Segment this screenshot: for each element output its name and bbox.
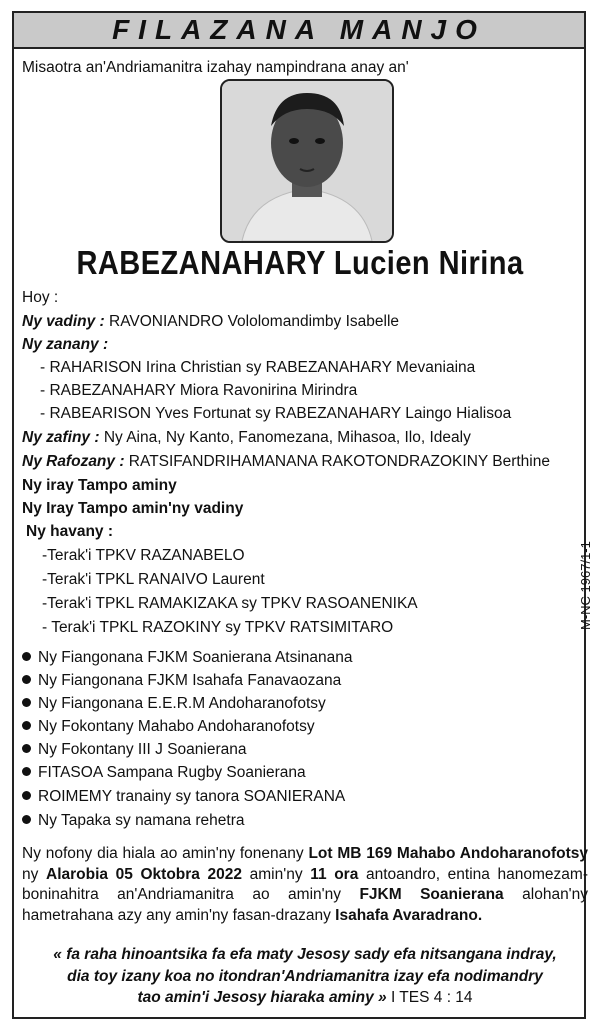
grandchildren-value: Ny Aina, Ny Kanto, Fanomezana, Mihasoa, Ilo, Idealy bbox=[99, 429, 471, 446]
address: Lot MB 169 Mahabo Andoharanofotsy bbox=[308, 845, 588, 862]
portrait-photo bbox=[220, 79, 394, 243]
child-item: - RAHARISON Irina Christian sy RABEZANAHARY Mevaniaina bbox=[40, 359, 476, 376]
deceased-name: RABEZANAHARY Lucien Nirina bbox=[76, 244, 524, 281]
notice-header bbox=[12, 11, 586, 49]
organization-item: Ny Fokontany Mahabo Andoharanofotsy bbox=[22, 717, 315, 737]
relatives-label: Ny havany : bbox=[26, 523, 114, 540]
quote-line-2: dia toy izany koa no itondran'Andriamanitra izay efa nodimandry bbox=[67, 967, 543, 985]
organization-item: Ny Tapaka sy namana rehetra bbox=[22, 811, 245, 831]
quote-reference: I TES 4 : 14 bbox=[386, 989, 473, 1006]
relative-item: -Terak'i TPKL RANAIVO Laurent bbox=[42, 571, 265, 588]
header-title: FILAZANA MANJO bbox=[112, 14, 486, 45]
child-item: - RABEZANAHARY Miora Ravonirina Mirindra bbox=[40, 382, 358, 399]
child-item: - RABEARISON Yves Fortunat sy RABEZANAHARY Laingo Hialisoa bbox=[40, 405, 512, 422]
spouse-value: RAVONIANDRO Vololomandimby Isabelle bbox=[104, 313, 400, 330]
announcement-text: ny bbox=[22, 865, 46, 883]
funeral-announcement bbox=[22, 844, 588, 926]
organization-item: Ny Fiangonana FJKM Soanierana Atsinanana bbox=[22, 648, 353, 668]
relative-item: -Terak'i TPKV RAZANABELO bbox=[42, 547, 245, 564]
church-name: FJKM Soanierana bbox=[359, 886, 504, 903]
announcement-text: Ny nofony dia hiala ao amin'ny fonenany bbox=[22, 845, 309, 862]
siblings-line: Ny iray Tampo aminy bbox=[22, 477, 177, 494]
ad-code: M-NC 1967/1-1 bbox=[578, 541, 593, 630]
portrait-image bbox=[222, 81, 392, 241]
children-label: Ny zanany : bbox=[22, 336, 109, 353]
organization-item: Ny Fiangonana FJKM Isahafa Fanavaozana bbox=[22, 671, 341, 691]
intro-text: Misaotra an'Andriamanitra izahay nampindrana anay an' bbox=[22, 59, 409, 76]
spouse-siblings-line: Ny Iray Tampo amin'ny vadiny bbox=[22, 500, 244, 517]
grandchildren-label: Ny zafiny : bbox=[22, 429, 100, 446]
bible-quote bbox=[22, 944, 588, 1009]
organization-item: Ny Fokontany III J Soanierana bbox=[22, 740, 247, 760]
organization-item: FITASOA Sampana Rugby Soanierana bbox=[22, 763, 306, 783]
funeral-date: Alarobia 05 Oktobra 2022 bbox=[46, 865, 243, 883]
grandchildren-line bbox=[22, 428, 471, 448]
quote-line-1: « fa raha hinoantsika fa efa maty Jesosy sady efa nitsangana indray, bbox=[53, 946, 557, 963]
burial-place: Isahafa Avaradrano. bbox=[335, 906, 483, 924]
spouse-line bbox=[22, 312, 399, 332]
spouse-label: Ny vadiny : bbox=[22, 313, 105, 330]
announcement-text: amin'ny bbox=[242, 865, 311, 883]
organization-item: Ny Fiangonana E.E.R.M Andoharanofotsy bbox=[22, 694, 326, 714]
organization-item: ROIMEMY tranainy sy tanora SOANIERANA bbox=[22, 787, 345, 807]
announcement-text: alohan'ny hametrahana azy any amin'ny fasan-drazany bbox=[22, 886, 589, 924]
in-laws-line bbox=[22, 452, 550, 472]
relative-item: - Terak'i TPKL RAZOKINY sy TPKV RATSIMITARO bbox=[42, 619, 394, 636]
funeral-time: 11 ora bbox=[310, 865, 359, 883]
in-laws-value: RATSIFANDRIHAMANANA RAKOTONDRAZOKINY Berthine bbox=[124, 453, 550, 470]
hoy-label: Hoy : bbox=[22, 289, 59, 306]
in-laws-label: Ny Rafozany : bbox=[22, 453, 125, 470]
relative-item: -Terak'i TPKL RAMAKIZAKA sy TPKV RASOANENIKA bbox=[42, 595, 418, 612]
quote-line-3: tao amin'i Jesosy hiaraka aminy » bbox=[137, 989, 387, 1006]
announcement-text: antoandro, entina hanomezam-boninahitra an'Andriamanitra ao amin'ny bbox=[22, 865, 588, 903]
